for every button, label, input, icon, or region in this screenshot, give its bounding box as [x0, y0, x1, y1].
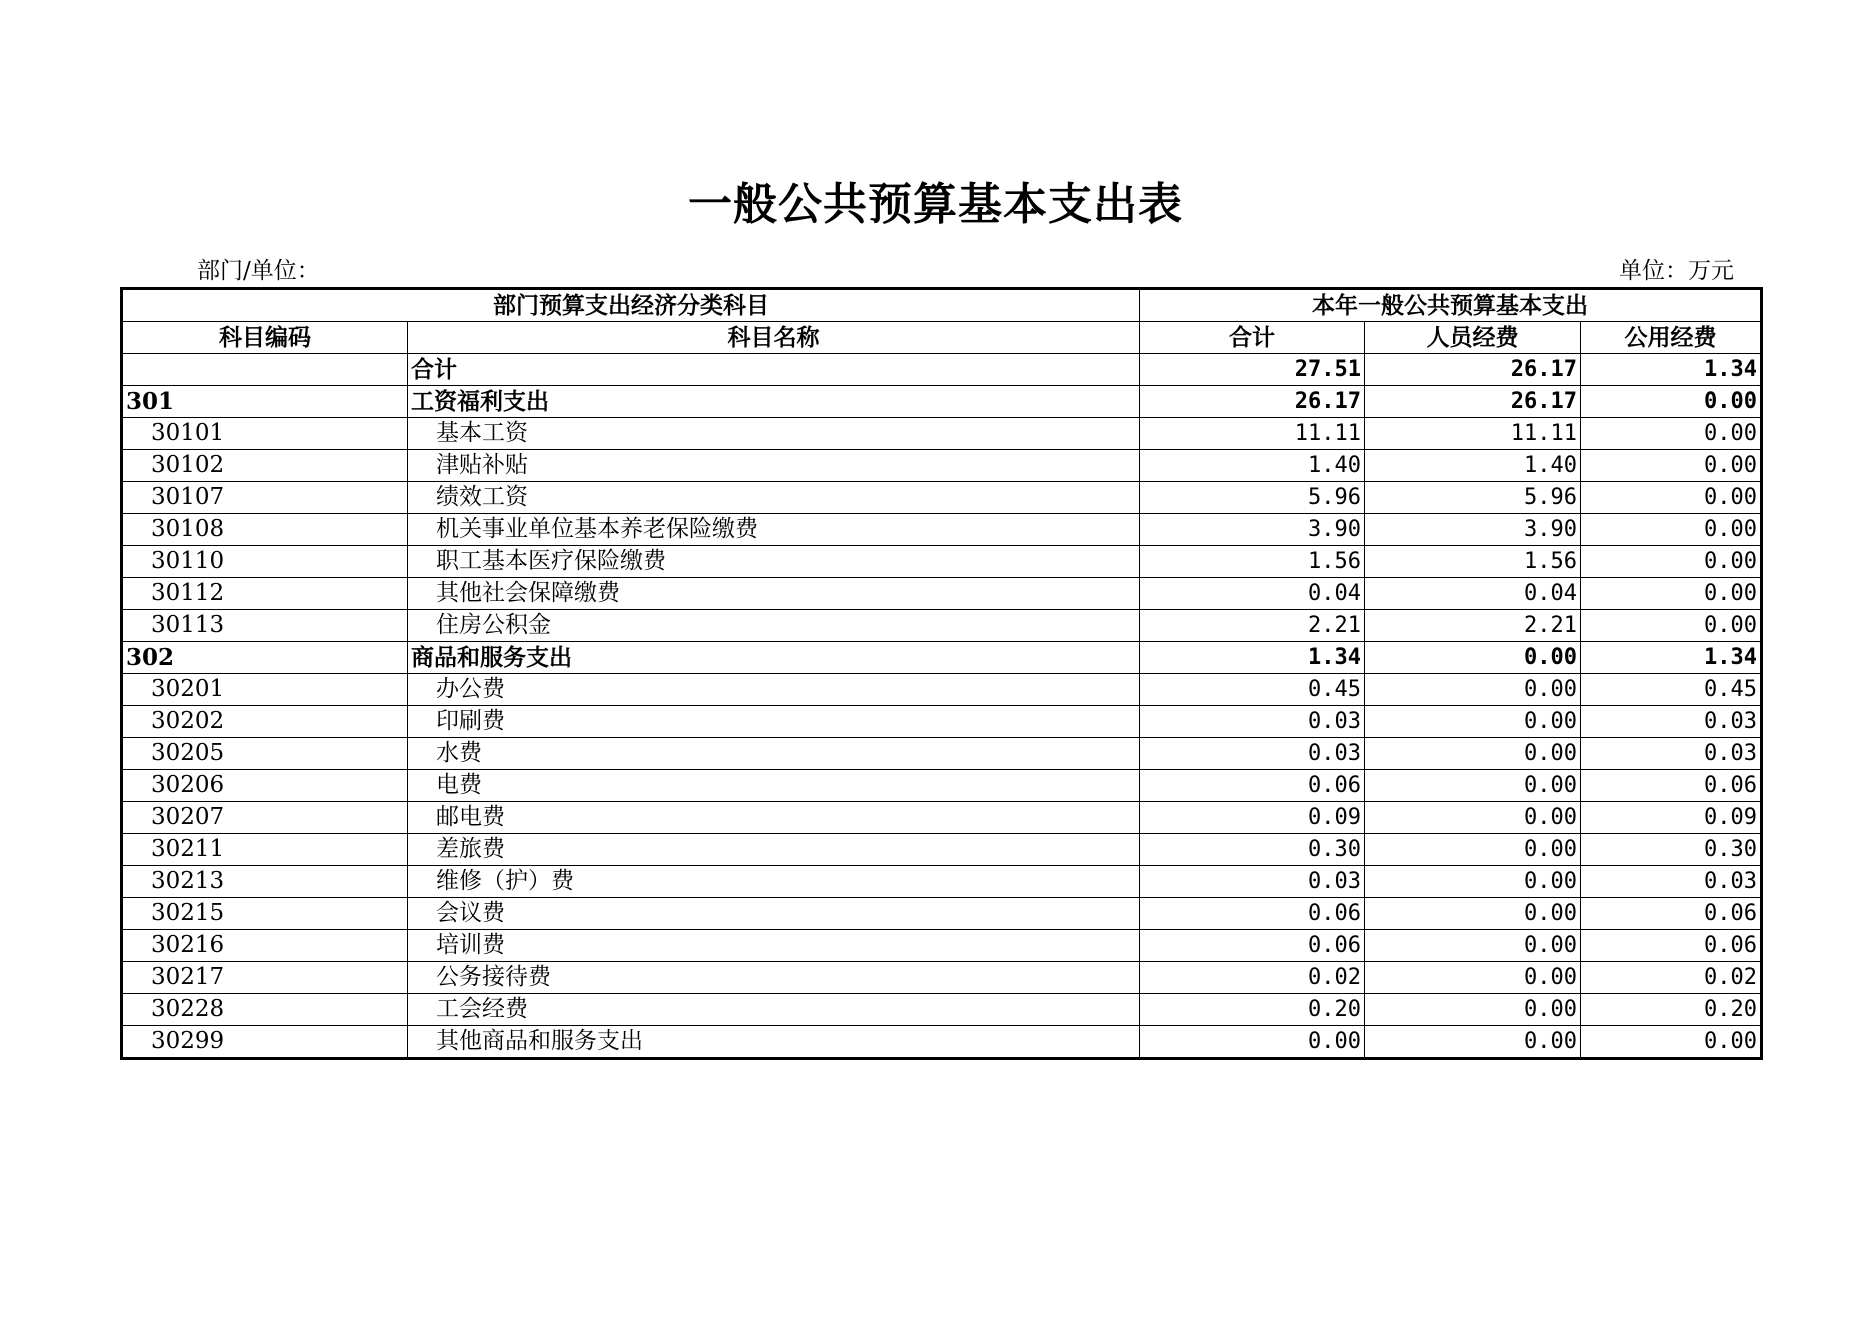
cell-public: 0.06 — [1581, 898, 1762, 930]
cell-public: 0.03 — [1581, 706, 1762, 738]
cell-public: 1.34 — [1581, 354, 1762, 386]
cell-personnel: 0.00 — [1365, 674, 1581, 706]
cell-public: 0.00 — [1581, 578, 1762, 610]
budget-table — [120, 287, 1763, 1060]
cell-name: 商品和服务支出 — [408, 642, 1140, 674]
cell-code: 30215 — [122, 898, 408, 930]
cell-personnel: 0.00 — [1365, 642, 1581, 674]
table-row — [122, 962, 1762, 994]
cell-name: 水费 — [408, 738, 1140, 770]
cell-total: 3.90 — [1140, 514, 1365, 546]
cell-public: 0.00 — [1581, 546, 1762, 578]
cell-total: 0.06 — [1140, 898, 1365, 930]
cell-public: 0.00 — [1581, 1026, 1762, 1059]
cell-total: 26.17 — [1140, 386, 1365, 418]
page-title: 一般公共预算基本支出表 — [688, 179, 1183, 230]
cell-personnel: 0.00 — [1365, 1026, 1581, 1059]
cell-code: 30108 — [122, 514, 408, 546]
cell-total: 0.03 — [1140, 738, 1365, 770]
header-name: 科目名称 — [408, 322, 1140, 354]
cell-code: 30207 — [122, 802, 408, 834]
table-row — [122, 546, 1762, 578]
cell-personnel: 0.00 — [1365, 866, 1581, 898]
cell-total: 2.21 — [1140, 610, 1365, 642]
unit-label: 单位：万元 — [1619, 258, 1734, 284]
table-row — [122, 578, 1762, 610]
cell-total: 0.03 — [1140, 866, 1365, 898]
cell-public: 0.02 — [1581, 962, 1762, 994]
cell-public: 0.03 — [1581, 738, 1762, 770]
cell-name: 其他社会保障缴费 — [408, 578, 1140, 610]
cell-personnel: 0.00 — [1365, 738, 1581, 770]
cell-code: 30205 — [122, 738, 408, 770]
table-row — [122, 738, 1762, 770]
cell-personnel: 0.00 — [1365, 834, 1581, 866]
table-row — [122, 930, 1762, 962]
cell-name: 住房公积金 — [408, 610, 1140, 642]
cell-total: 27.51 — [1140, 354, 1365, 386]
table-row — [122, 482, 1762, 514]
cell-name: 机关事业单位基本养老保险缴费 — [408, 514, 1140, 546]
cell-personnel: 26.17 — [1365, 354, 1581, 386]
cell-total: 1.34 — [1140, 642, 1365, 674]
cell-personnel: 0.00 — [1365, 930, 1581, 962]
cell-name: 其他商品和服务支出 — [408, 1026, 1140, 1059]
cell-total: 0.20 — [1140, 994, 1365, 1026]
cell-total: 11.11 — [1140, 418, 1365, 450]
table-row — [122, 802, 1762, 834]
cell-code: 30201 — [122, 674, 408, 706]
cell-name: 培训费 — [408, 930, 1140, 962]
table-row — [122, 418, 1762, 450]
cell-code: 30216 — [122, 930, 408, 962]
cell-total: 0.45 — [1140, 674, 1365, 706]
cell-personnel: 2.21 — [1365, 610, 1581, 642]
cell-code: 30228 — [122, 994, 408, 1026]
cell-name: 公务接待费 — [408, 962, 1140, 994]
cell-name: 绩效工资 — [408, 482, 1140, 514]
cell-personnel: 11.11 — [1365, 418, 1581, 450]
cell-public: 0.06 — [1581, 770, 1762, 802]
cell-personnel: 0.00 — [1365, 994, 1581, 1026]
cell-name: 工会经费 — [408, 994, 1140, 1026]
cell-public: 0.03 — [1581, 866, 1762, 898]
cell-total: 0.06 — [1140, 930, 1365, 962]
cell-public: 0.09 — [1581, 802, 1762, 834]
cell-personnel: 5.96 — [1365, 482, 1581, 514]
cell-total: 5.96 — [1140, 482, 1365, 514]
header-group-left: 部门预算支出经济分类科目 — [122, 289, 1140, 322]
table-row — [122, 674, 1762, 706]
cell-public: 0.00 — [1581, 482, 1762, 514]
cell-code: 30211 — [122, 834, 408, 866]
table-row — [122, 1026, 1762, 1059]
cell-public: 0.00 — [1581, 418, 1762, 450]
cell-code: 30206 — [122, 770, 408, 802]
cell-name: 印刷费 — [408, 706, 1140, 738]
cell-code: 30107 — [122, 482, 408, 514]
table-row — [122, 354, 1762, 386]
cell-code: 30202 — [122, 706, 408, 738]
cell-personnel: 0.00 — [1365, 802, 1581, 834]
cell-code: 30101 — [122, 418, 408, 450]
table-row — [122, 994, 1762, 1026]
cell-name: 电费 — [408, 770, 1140, 802]
cell-name: 办公费 — [408, 674, 1140, 706]
table-row — [122, 386, 1762, 418]
header-personnel: 人员经费 — [1365, 322, 1581, 354]
table-row — [122, 866, 1762, 898]
cell-name: 合计 — [408, 354, 1140, 386]
cell-total: 0.06 — [1140, 770, 1365, 802]
table-row — [122, 610, 1762, 642]
cell-personnel: 0.00 — [1365, 770, 1581, 802]
cell-public: 0.00 — [1581, 610, 1762, 642]
cell-personnel: 26.17 — [1365, 386, 1581, 418]
cell-personnel: 0.00 — [1365, 962, 1581, 994]
cell-name: 津贴补贴 — [408, 450, 1140, 482]
cell-name: 会议费 — [408, 898, 1140, 930]
cell-name: 邮电费 — [408, 802, 1140, 834]
cell-public: 0.00 — [1581, 386, 1762, 418]
table-row — [122, 642, 1762, 674]
cell-personnel: 0.00 — [1365, 706, 1581, 738]
table-body — [122, 354, 1762, 1059]
cell-code: 30112 — [122, 578, 408, 610]
cell-public: 0.30 — [1581, 834, 1762, 866]
cell-total: 0.04 — [1140, 578, 1365, 610]
cell-name: 差旅费 — [408, 834, 1140, 866]
cell-code: 302 — [122, 642, 408, 674]
header-group-right: 本年一般公共预算基本支出 — [1140, 289, 1762, 322]
header-column-row — [122, 322, 1762, 354]
cell-total: 0.02 — [1140, 962, 1365, 994]
cell-public: 0.00 — [1581, 514, 1762, 546]
cell-code: 30299 — [122, 1026, 408, 1059]
cell-public: 0.00 — [1581, 450, 1762, 482]
cell-personnel: 1.56 — [1365, 546, 1581, 578]
cell-total: 0.03 — [1140, 706, 1365, 738]
cell-code: 30113 — [122, 610, 408, 642]
header-total: 合计 — [1140, 322, 1365, 354]
cell-personnel: 0.04 — [1365, 578, 1581, 610]
cell-public: 0.45 — [1581, 674, 1762, 706]
cell-personnel: 3.90 — [1365, 514, 1581, 546]
cell-code: 30110 — [122, 546, 408, 578]
cell-personnel: 0.00 — [1365, 898, 1581, 930]
cell-total: 0.30 — [1140, 834, 1365, 866]
header-code: 科目编码 — [122, 322, 408, 354]
table-row — [122, 514, 1762, 546]
header-public: 公用经费 — [1581, 322, 1762, 354]
table-row — [122, 834, 1762, 866]
cell-code — [122, 354, 408, 386]
table-row — [122, 770, 1762, 802]
table-row — [122, 450, 1762, 482]
cell-name: 基本工资 — [408, 418, 1140, 450]
header-group-row — [122, 289, 1762, 322]
cell-total: 0.09 — [1140, 802, 1365, 834]
cell-total: 1.40 — [1140, 450, 1365, 482]
cell-name: 工资福利支出 — [408, 386, 1140, 418]
cell-public: 1.34 — [1581, 642, 1762, 674]
table-row — [122, 898, 1762, 930]
cell-code: 30217 — [122, 962, 408, 994]
cell-personnel: 1.40 — [1365, 450, 1581, 482]
cell-name: 维修（护）费 — [408, 866, 1140, 898]
cell-code: 30102 — [122, 450, 408, 482]
cell-total: 0.00 — [1140, 1026, 1365, 1059]
cell-code: 30213 — [122, 866, 408, 898]
cell-code: 301 — [122, 386, 408, 418]
cell-public: 0.06 — [1581, 930, 1762, 962]
cell-total: 1.56 — [1140, 546, 1365, 578]
cell-name: 职工基本医疗保险缴费 — [408, 546, 1140, 578]
table-row — [122, 706, 1762, 738]
department-label: 部门/单位： — [197, 258, 320, 284]
cell-public: 0.20 — [1581, 994, 1762, 1026]
